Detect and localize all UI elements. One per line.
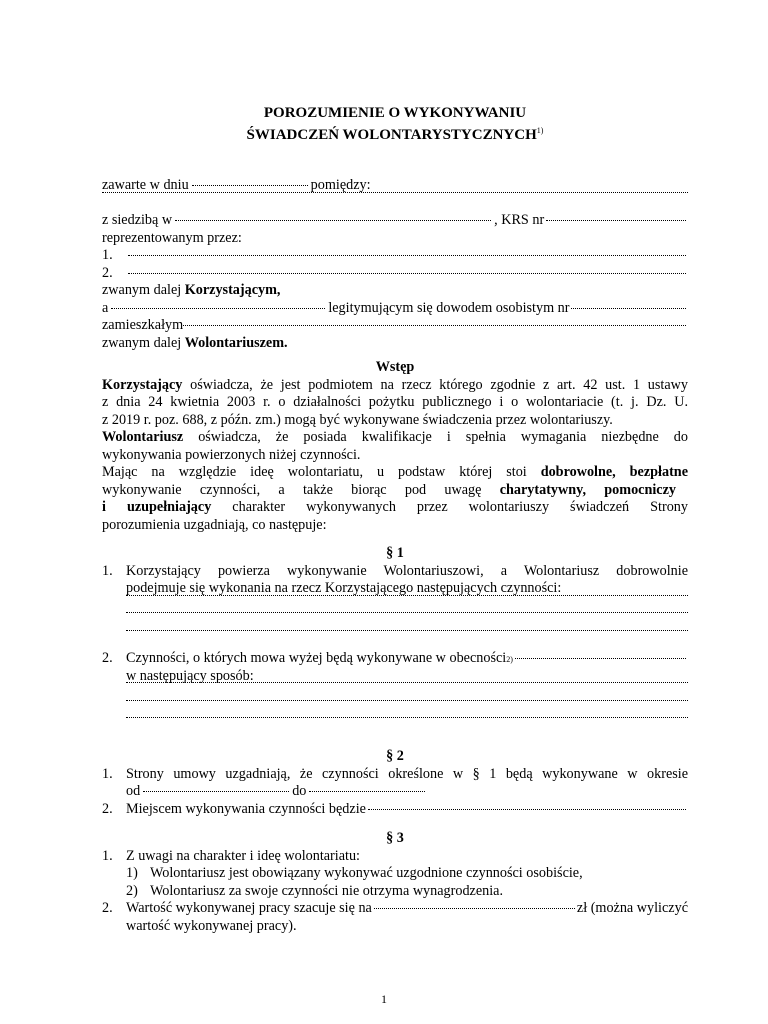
section-1 [102, 545, 688, 738]
s3-item2-text2: zł (można wyliczyć [576, 900, 688, 916]
residence-line [102, 317, 688, 335]
preamble-p3-bold2: charytatywny, pomocniczy [499, 481, 676, 498]
s3-sub1-number: 1) [126, 865, 138, 881]
volunteer-id-line [102, 300, 688, 318]
s1-activity-field-2[interactable] [126, 612, 688, 613]
s1-item2-text1: Czynności, o których mowa wyżej będą wykonywane w obecności [126, 650, 507, 666]
residence-field[interactable] [183, 325, 686, 326]
s1-manner-field-1[interactable] [126, 682, 688, 683]
party-name-line [102, 195, 688, 213]
s2-item2-number: 2. [102, 800, 113, 817]
s3-sub1-text: Wolontariusz jest obowiązany wykonywać uzgodnione czynności osobiście, [150, 865, 583, 881]
section-2-heading [102, 748, 688, 766]
s1-manner-field-3[interactable] [126, 717, 688, 718]
title-line-2-wrap [102, 122, 688, 144]
seat-field[interactable] [175, 220, 491, 221]
s2-from-label: od [126, 783, 141, 799]
preamble-p1-line2 [102, 394, 688, 412]
s2-from-field[interactable] [143, 791, 289, 792]
rep-1-field[interactable] [128, 255, 686, 256]
rep-1-number: 1. [102, 247, 113, 263]
section-3 [102, 830, 688, 935]
s2-item1-text1: Strony umowy uzgadniają, że czynności określone w § 1 będą wykonywane w okresie [126, 765, 688, 782]
represented-label: reprezentowanym przez: [102, 229, 242, 246]
seat-label: z siedzibą w [102, 212, 173, 228]
s2-item1-line2 [102, 783, 688, 801]
represented-line [102, 230, 688, 248]
id-number-field[interactable] [571, 308, 686, 309]
s1-activity-field-3[interactable] [126, 630, 688, 631]
s1-activity-field-1[interactable] [126, 595, 688, 596]
s1-item2-text2: w następujący sposób: [126, 667, 254, 684]
residence-label: zamieszkałym [102, 317, 184, 333]
preamble-p1-line3 [102, 412, 688, 430]
s1-item1-number: 1. [102, 562, 113, 579]
s3-item2-number: 2. [102, 900, 113, 916]
section-1-heading-text: § 1 [386, 545, 404, 561]
id-label: legitymującym się dowodem osobistym nr [328, 299, 570, 316]
s3-value-field[interactable] [374, 908, 575, 909]
title-footnote: 1) [536, 126, 544, 135]
title-line-2: ŚWIADCZEŃ WOLONTARYSTYCZNYCH [246, 127, 537, 143]
s1-item1-text1: Korzystający powierza wykonywanie Wolontariuszowi, a Wolontariusz dobrowolnie [126, 562, 688, 579]
document-title [102, 104, 688, 144]
s1-manner-field-2[interactable] [126, 700, 688, 701]
called-volunteer-line [102, 335, 688, 353]
preamble-heading-text: Wstęp [375, 359, 415, 375]
preamble-p3-text2: wykonywanie czynności, a także biorąc pod uwagę [102, 481, 500, 498]
s1-footnote: 2) [506, 655, 513, 664]
preamble-p1-text1: oświadcza, że jest podmiotem na rzecz którego zgodnie z art. 42 ust. 1 ustawy [182, 376, 688, 393]
user-term-2: Korzystający [102, 376, 183, 393]
title-line-1: POROZUMIENIE O WYKONYWANIU [263, 105, 527, 121]
preamble-p1-line1 [102, 377, 688, 395]
s2-item2-line1 [102, 801, 688, 819]
and-label: a [102, 299, 109, 316]
date-label: zawarte w dniu [102, 177, 189, 193]
preamble-p3-line4 [102, 517, 688, 535]
s3-item2-text3: wartość wykonywanej pracy). [126, 917, 297, 934]
preamble-p1-text2: z dnia 24 kwietnia 2003 r. o działalności pożytku publicznego i o wolontariacie (t. j. Dz. U. [102, 394, 688, 410]
s2-item1-number: 1. [102, 765, 113, 782]
s2-place-field[interactable] [368, 809, 686, 810]
s1-item1-line1 [102, 563, 688, 581]
section-1-heading [102, 545, 688, 563]
s3-item1-text1: Z uwagi na charakter i ideę wolontariatu: [126, 847, 360, 864]
s3-item1-line1 [102, 848, 688, 866]
volunteer-term-2: Wolontariusz [102, 429, 184, 445]
s3-item2-line1 [102, 900, 688, 918]
krs-field[interactable] [546, 220, 686, 221]
preamble-p1-text3: z 2019 r. poz. 688, z późn. zm.) mogą być wykonywane świadczenia przez wolontariuszy. [102, 411, 613, 428]
s1-item2-dotline3 [102, 720, 688, 738]
preamble-section [102, 359, 688, 534]
page-number: 1 [381, 992, 387, 1006]
section-2 [102, 748, 688, 818]
preamble-p3-line3 [102, 499, 688, 517]
parties-section [102, 177, 688, 352]
called-user-line [102, 282, 688, 300]
s3-item2-text1: Wartość wykonywanej pracy szacuje się na [126, 900, 372, 916]
s2-item1-line1 [102, 766, 688, 784]
s2-to-label: do [292, 783, 307, 799]
volunteer-term: Wolontariuszem. [184, 334, 288, 351]
s3-item2-line2 [102, 918, 688, 936]
volunteer-name-field[interactable] [111, 308, 325, 309]
party-name-field[interactable] [102, 192, 688, 193]
section-3-heading [102, 830, 688, 848]
preamble-p2-line1 [102, 429, 688, 447]
preamble-p3-line2 [102, 482, 688, 500]
preamble-p3-bold3: i uzupełniający [102, 499, 212, 515]
preamble-p3-bold1: dobrowolne, bezpłatne [540, 464, 688, 480]
s3-sub2-text: Wolontariusz za swoje czynności nie otrzyma wynagrodzenia. [150, 882, 504, 899]
krs-label: , KRS nr [494, 212, 545, 228]
preamble-p3-text1: Mając na względzie ideę wolontariatu, u podstaw której stoi [102, 464, 541, 480]
s1-presence-field[interactable] [515, 658, 686, 659]
section-2-heading-text: § 2 [386, 748, 404, 764]
section-3-heading-text: § 3 [386, 830, 404, 846]
preamble-p3-text3: charakter wykonywanych przez wolontariuszy świadczeń Strony [211, 499, 688, 515]
rep-2-number: 2. [102, 264, 113, 281]
s1-item2-number: 2. [102, 650, 113, 666]
preamble-p3-text4: porozumienia uzgadniają, co następuje: [102, 516, 327, 533]
preamble-p3-line1 [102, 464, 688, 482]
rep-2-field[interactable] [128, 273, 686, 274]
s1-item2-line1 [102, 650, 688, 668]
s1-item1-text2: podejmuje się wykonania na rzecz Korzystającego następujących czynności: [126, 580, 562, 596]
between-label: pomiędzy: [310, 177, 371, 193]
s1-item1-dotline3 [102, 633, 688, 651]
called-label-2: zwanym dalej [102, 334, 182, 351]
s3-item1-number: 1. [102, 847, 113, 864]
s3-sub1 [102, 865, 688, 883]
rep-2-line [102, 265, 688, 283]
date-field[interactable] [192, 185, 308, 186]
s2-to-field[interactable] [309, 791, 425, 792]
preamble-p2-line2 [102, 447, 688, 465]
s3-sub2 [102, 883, 688, 901]
seat-line [102, 212, 688, 230]
preamble-p2-text1: oświadcza, że posiada kwalifikacje i spełnia wymagania niezbędne do [183, 429, 688, 445]
preamble-heading [102, 359, 688, 377]
called-label: zwanym dalej [102, 282, 182, 298]
preamble-p2-text2: wykonywania powierzonych niżej czynności. [102, 446, 361, 463]
rep-1-line [102, 247, 688, 265]
user-term: Korzystającym, [184, 282, 281, 298]
s3-sub2-number: 2) [126, 882, 138, 899]
s2-item2-text1: Miejscem wykonywania czynności będzie [126, 800, 366, 817]
